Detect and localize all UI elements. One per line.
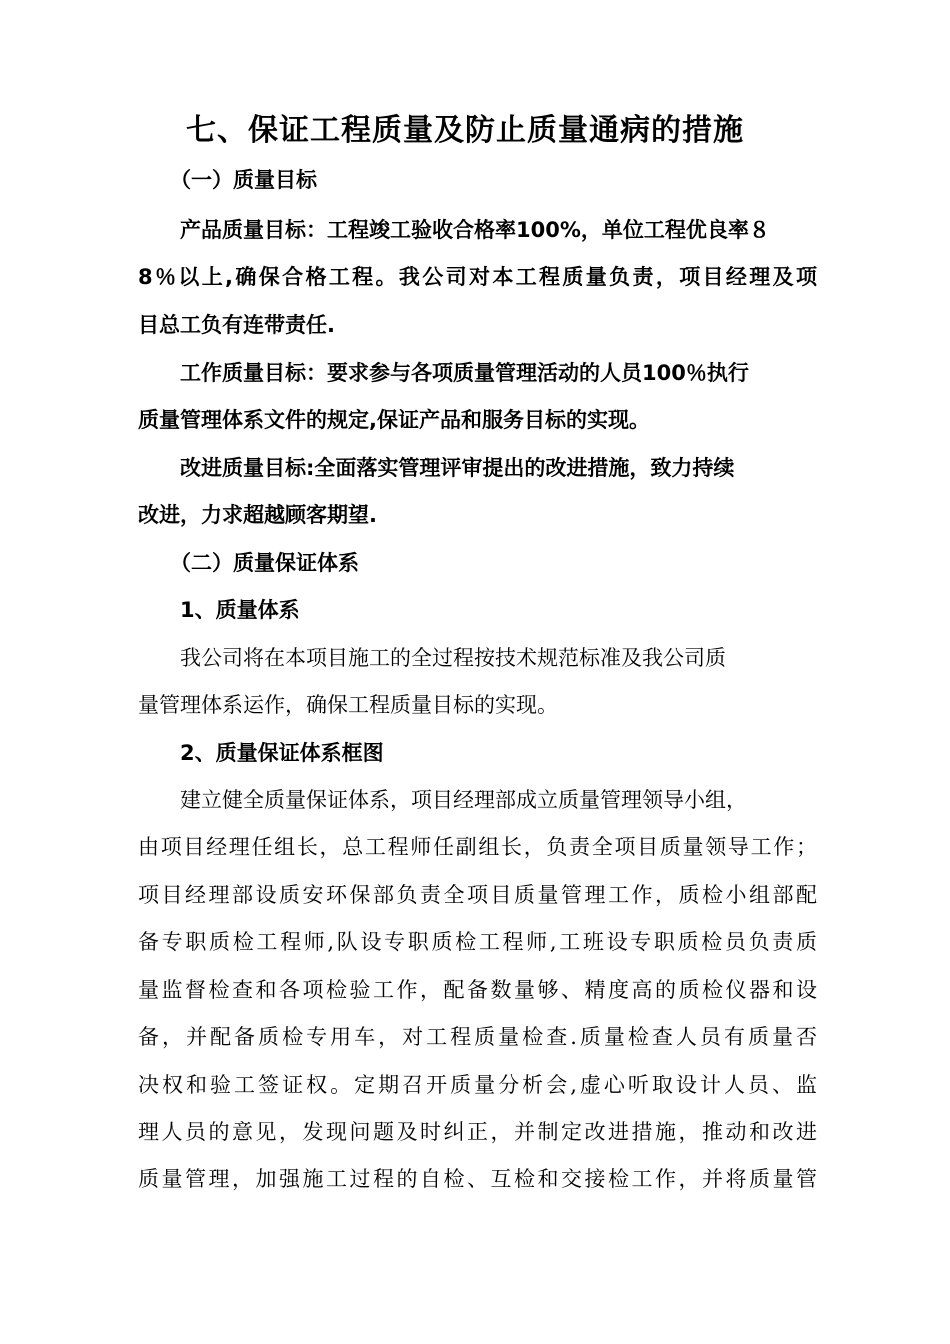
document-title: 七、保证工程质量及防止质量通病的措施 xyxy=(186,113,744,148)
sub2-text-line6: 备，并配备质检专用车，对工程质量检查.质量检查人员有质量否 xyxy=(138,1025,817,1049)
sub2-text-line8: 理人员的意见，发现问题及时纠正，并制定改进措施，推动和改进 xyxy=(138,1120,817,1144)
section2-heading: （二）质量保证体系 xyxy=(170,551,359,575)
sub2-text-line1: 建立健全质量保证体系，项目经理部成立质量管理领导小组， xyxy=(180,788,747,812)
sub1-heading: 1、质量体系 xyxy=(180,598,300,622)
sub2-text-line4: 备专职质检工程师,队设专职质检工程师,工班设专职质检员负责质 xyxy=(138,930,817,954)
sub2-text-line7: 决权和验工签证权。定期召开质量分析会,虚心听取设计人员、监 xyxy=(138,1073,817,1097)
work-goal-line1: 工作质量目标：要求参与各项质量管理活动的人员100％执行 xyxy=(180,361,749,385)
product-goal-line3: 目总工负有连带责任. xyxy=(138,313,335,337)
product-goal-line2: 8％以上,确保合格工程。我公司对本工程质量负责，项目经理及项 xyxy=(138,265,817,289)
sub2-text-line3: 项目经理部设质安环保部负责全项目质量管理工作，质检小组部配 xyxy=(138,883,817,907)
sub2-heading: 2、质量保证体系框图 xyxy=(180,741,384,765)
sub2-text-line5: 量监督检查和各项检验工作，配备数量够、精度高的质检仪器和设 xyxy=(138,978,817,1002)
improve-goal-line2: 改进，力求超越顾客期望. xyxy=(138,503,377,527)
work-goal-line2: 质量管理体系文件的规定,保证产品和服务目标的实现。 xyxy=(138,408,650,432)
product-goal-line1: 产品质量目标：工程竣工验收合格率100%，单位工程优良率８ xyxy=(180,218,770,242)
sub1-text-line1: 我公司将在本项目施工的全过程按技术规范标准及我公司质 xyxy=(180,646,726,670)
improve-goal-line1: 改进质量目标:全面落实管理评审提出的改进措施，致力持续 xyxy=(180,456,735,480)
section1-heading: （一）质量目标 xyxy=(170,168,317,192)
sub1-text-line2: 量管理体系运作，确保工程质量目标的实现。 xyxy=(138,693,558,717)
sub2-text-line2: 由项目经理任组长，总工程师任副组长，负责全项目质量领导工作； xyxy=(138,835,817,859)
sub2-text-line9: 质量管理，加强施工过程的自检、互检和交接检工作，并将质量管 xyxy=(138,1167,817,1191)
